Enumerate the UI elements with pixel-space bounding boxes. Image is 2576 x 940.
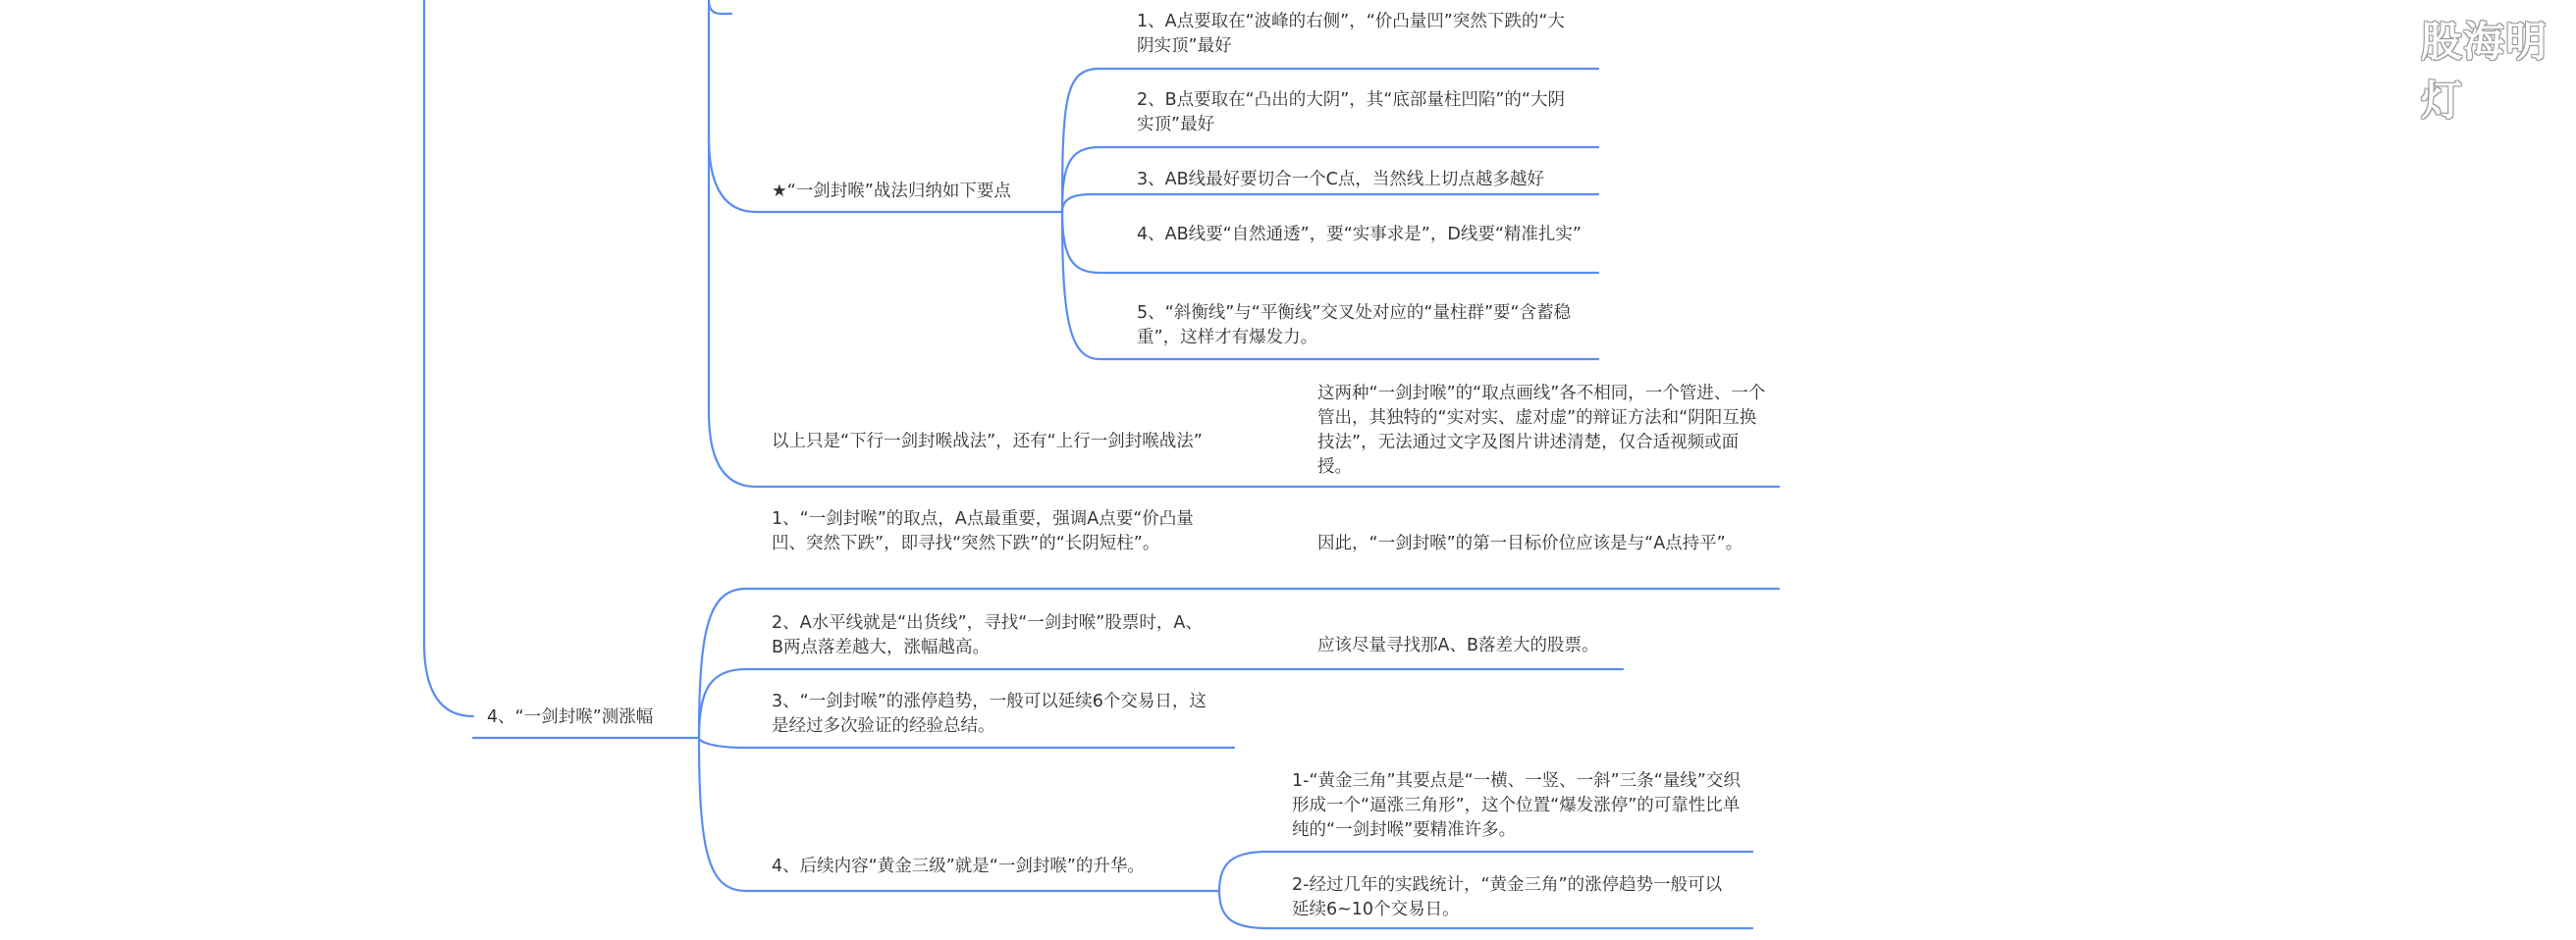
summary-point-4: 4、AB线要“自然通透”，要“实事求是”，D线要“精准扎实” bbox=[1137, 225, 1582, 244]
note-branch-detail: 这两种“一剑封喉”的“取点画线”各不相同，一个管进、一个管出，其独特的“实对实、虚对虚”的辩证方法和“阴阳互换技法”，无法通过文字及图片讲述清楚，仅合适视频或面授。 bbox=[1317, 384, 1766, 477]
measure-branch-label: 4、“一剑封喉”测涨幅 bbox=[487, 707, 654, 727]
measure-item-2-note: 应该尽量寻找那A、B落差大的股票。 bbox=[1317, 636, 1599, 655]
summary-branch-label: ★“一剑封喉”战法归纳如下要点 bbox=[772, 182, 1011, 201]
connector-summary-3 bbox=[1062, 194, 1598, 212]
measure-item-1-note: 因此，“一剑封喉”的第一目标价位应该是与“A点持平”。 bbox=[1317, 534, 1744, 553]
measure-item-3: 3、“一剑封喉”的涨停趋势，一般可以延续6个交易日，这是经过多次验证的经验总结。 bbox=[772, 692, 1207, 736]
connector-measure-3 bbox=[699, 738, 1234, 748]
measure-item-4: 4、后续内容“黄金三级”就是“一剑封喉”的升华。 bbox=[772, 857, 1145, 876]
note-branch-label: 以上只是“下行一剑封喉战法”，还有“上行一剑封喉战法” bbox=[772, 432, 1203, 451]
measure-item-4-sub-2: 2-经过几年的实践统计，“黄金三角”的涨停趋势一般可以延续6~10个交易日。 bbox=[1292, 875, 1723, 919]
connector-trunk-second bbox=[709, 0, 756, 212]
summary-point-3: 3、AB线最好要切合一个C点，当然线上切点越多越好 bbox=[1137, 170, 1544, 189]
connector-trunk-left bbox=[424, 0, 473, 716]
measure-item-1: 1、“一剑封喉”的取点，A点最重要，强调A点要“价凸量凹、突然下跌”，即寻找“突然下跌”的“长阴短柱”。 bbox=[772, 509, 1194, 553]
measure-item-2: 2、A水平线就是“出货线”，寻找“一剑封喉”股票时，A、B两点落差越大，涨幅越高。 bbox=[772, 613, 1203, 657]
watermark-logo: 股海明灯 bbox=[2421, 18, 2549, 125]
connector-trunk-hook bbox=[709, 0, 731, 14]
summary-point-2: 2、B点要取在“凸出的大阴”，其“底部量柱凹陷”的“大阴实顶”最好 bbox=[1137, 90, 1565, 134]
summary-point-5: 5、“斜衡线”与“平衡线”交叉处对应的“量柱群”要“含蓄稳重”，这样才有爆发力。 bbox=[1137, 303, 1572, 347]
measure-item-4-sub-1: 1-“黄金三角”其要点是“一横、一竖、一斜”三条“量线”交织形成一个“逼涨三角形”，这个位置“爆发涨停”的可靠性比单纯的“一剑封喉”要精准许多。 bbox=[1292, 771, 1741, 840]
summary-point-1: 1、A点要取在“波峰的右侧”，“价凸量凹”突然下跌的“大阴实顶”最好 bbox=[1137, 12, 1565, 56]
connector-trunk-second-lower bbox=[709, 137, 756, 487]
